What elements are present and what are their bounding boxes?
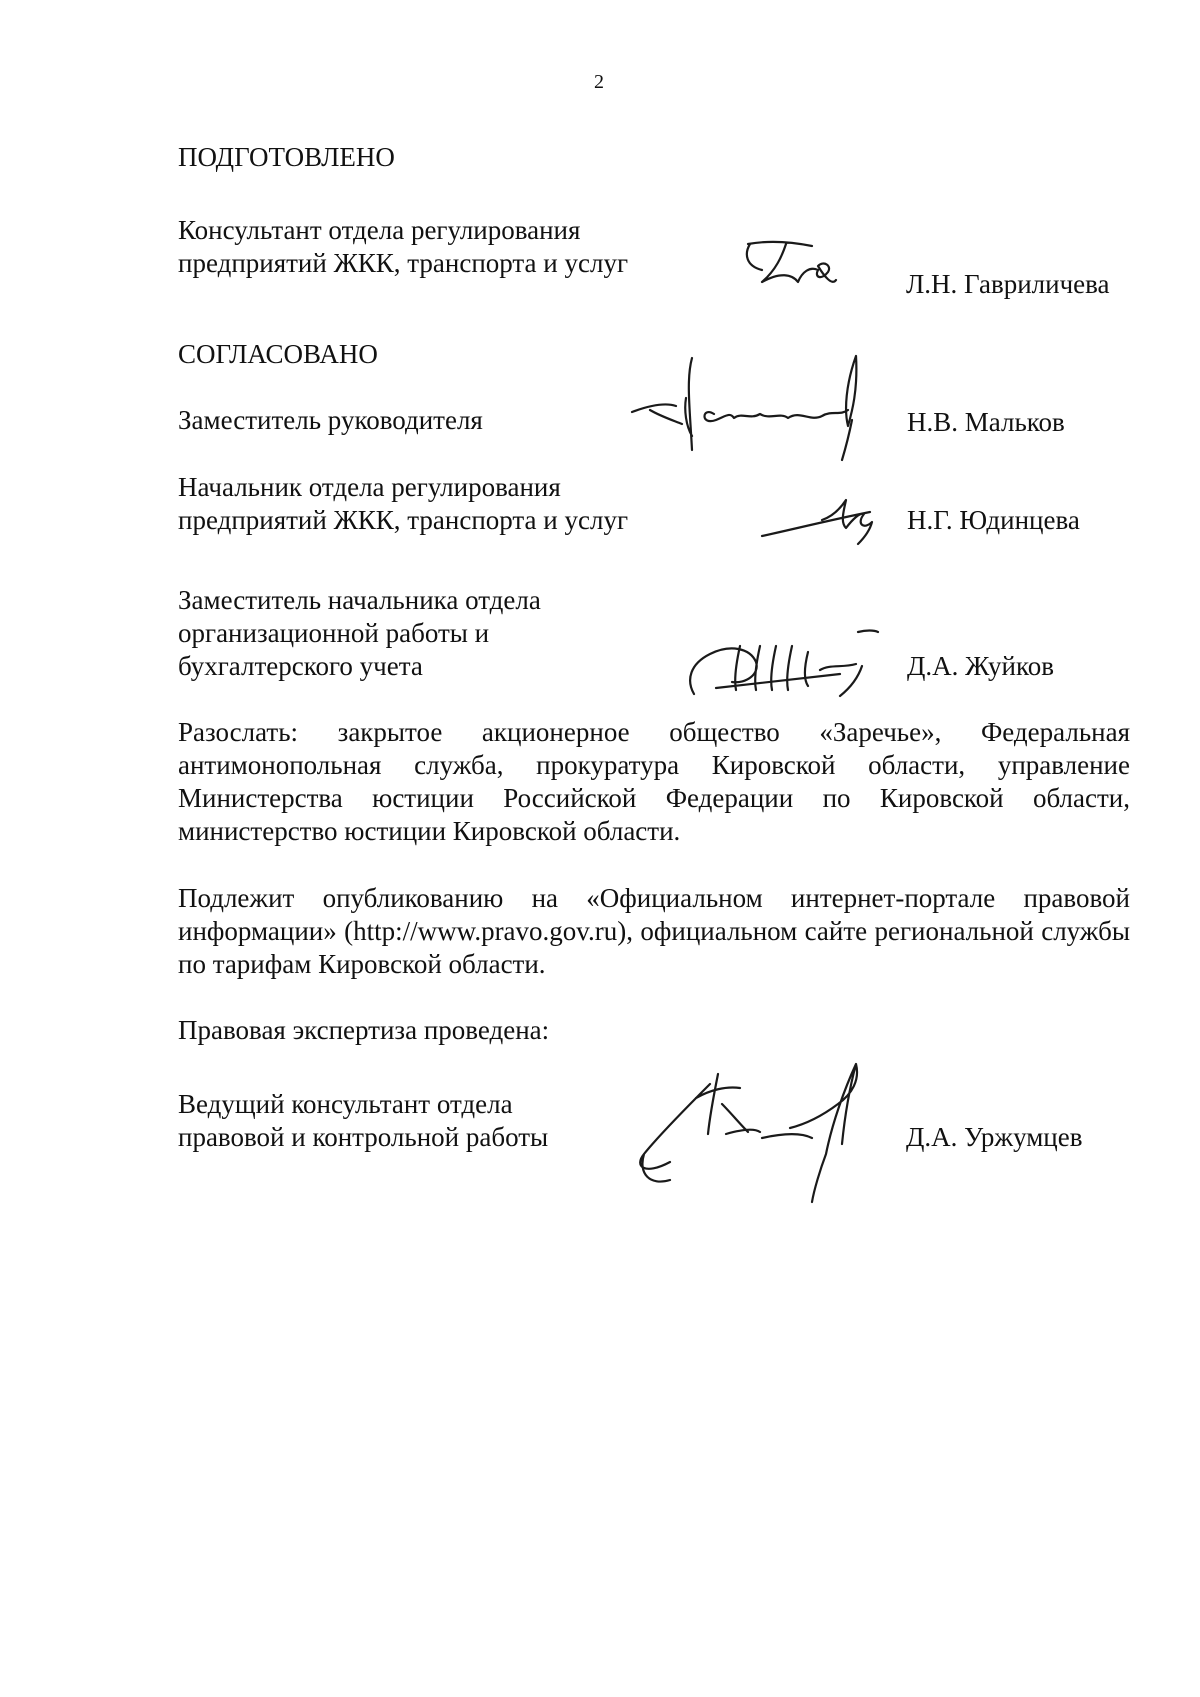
signer-2-position-line2: предприятий ЖКК, транспорта и услуг: [178, 505, 629, 535]
signature-yudintseva: [760, 494, 890, 554]
agreed-heading: СОГЛАСОВАНО: [178, 339, 378, 369]
prepared-position-line2: предприятий ЖКК, транспорта и услуг: [178, 248, 629, 278]
signature-malkov: [630, 350, 900, 470]
prepared-name: Л.Н. Гавриличева: [906, 269, 1110, 299]
signer-2-position-line1: Начальник отдела регулирования: [178, 472, 561, 502]
signature-gavrilicheva: [740, 236, 850, 296]
legal-review-position-line1: Ведущий консультант отдела: [178, 1089, 513, 1119]
legal-review-heading: Правовая экспертиза проведена:: [178, 1015, 550, 1045]
legal-review-name: Д.А. Уржумцев: [906, 1122, 1083, 1152]
signer-3-position-line3: бухгалтерского учета: [178, 651, 423, 681]
signer-3-name: Д.А. Жуйков: [907, 651, 1054, 681]
prepared-heading: ПОДГОТОВЛЕНО: [178, 142, 395, 172]
signer-3-position-line1: Заместитель начальника отдела: [178, 585, 541, 615]
signer-3-position-line2: организационной работы и: [178, 618, 490, 648]
page-number: 2: [594, 71, 604, 93]
distribution-paragraph: Разослать: закрытое акционерное общество «Заречье», Федеральная антимонопольная служба, прокуратура Кировской области, управление Министерства юстиции Российской Федерации по Кировской области, министерство юстиции Кировской области.: [178, 717, 1130, 846]
signer-2-name: Н.Г. Юдинцева: [907, 505, 1080, 535]
signer-1-name: Н.В. Мальков: [907, 407, 1065, 437]
signature-urzhumtsev: [630, 1054, 890, 1204]
legal-review-position-line2: правовой и контрольной работы: [178, 1122, 549, 1152]
prepared-position-line1: Консультант отдела регулирования: [178, 215, 581, 245]
publication-paragraph: Подлежит опубликованию на «Официальном интернет-портале правовой информации» (http://www.pravo.gov.ru), официальном сайте региональной службы по тарифам Кировской области.: [178, 883, 1130, 979]
signature-zhuikov: [680, 624, 900, 704]
signer-1-position: Заместитель руководителя: [178, 405, 483, 435]
